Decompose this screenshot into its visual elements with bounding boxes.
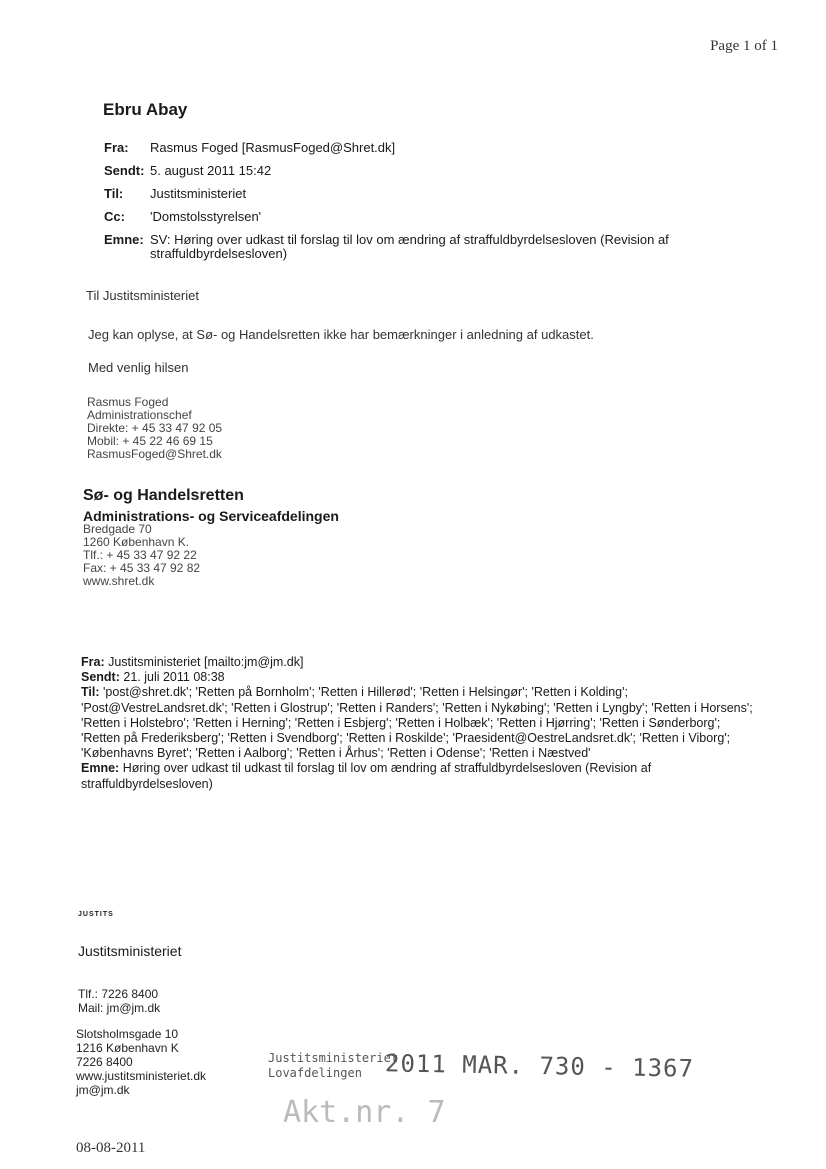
salutation: Til Justitsministeriet bbox=[86, 288, 199, 303]
fwd-to-label: Til: bbox=[81, 685, 100, 700]
stamp-department: Lovafdelingen bbox=[268, 1066, 362, 1080]
email-to-row bbox=[104, 186, 246, 201]
fwd-sent-row bbox=[81, 670, 761, 685]
org-city: 1260 København K. bbox=[83, 535, 190, 549]
page-header: Page 1 of 1 bbox=[710, 38, 778, 54]
fwd-to-value: 'post@shret.dk'; 'Retten på Bornholm'; 'Retten i Hillerød'; 'Retten i Helsingør'; 'Retten i Kolding'; 'Post@VestreLandsret.dk'; 'Retten i Glostrup'; 'Retten i Randers'; 'Retten i Nykøbing'; 'Retten i Lyngby'; 'Retten i Horsens'; 'Retten i Holstebro'; 'Retten i Herning'; 'Retten i Esbjerg'; 'Retten i Holbæk'; 'Retten i Hjørring'; 'Retten i Sønderborg'; 'Retten på Frederiksberg'; 'Retten i Svendborg'; 'Retten i Roskilde'; 'Praesident@OestreLandsret.dk'; 'Retten i Viborg'; 'Københavns Byret'; 'Retten i Aalborg'; 'Retten i Århus'; 'Retten i Odense'; 'Retten i Næstved' bbox=[81, 685, 753, 761]
cc-label: Cc: bbox=[104, 209, 125, 224]
fwd-subject-row bbox=[81, 761, 761, 791]
ministry-mail: Mail: jm@jm.dk bbox=[78, 1001, 161, 1015]
signature-name: Rasmus Foged bbox=[87, 395, 169, 409]
signature-direct: Direkte: + 45 33 47 92 05 bbox=[87, 421, 223, 435]
stamp-akt-nr: Akt.nr. 7 bbox=[283, 1095, 446, 1130]
ministry-contact bbox=[78, 987, 160, 1015]
sent-label: Sendt: bbox=[104, 163, 145, 178]
fwd-from-value: Justitsministeriet [mailto:jm@jm.dk] bbox=[108, 655, 304, 669]
ministry-name: Justitsministeriet bbox=[78, 943, 182, 959]
signature-mobile: Mobil: + 45 22 46 69 15 bbox=[87, 434, 213, 448]
from-value: Rasmus Foged [RasmusFoged@Shret.dk] bbox=[150, 140, 396, 155]
ministry-street: Slotsholmsgade 10 bbox=[76, 1027, 179, 1041]
ministry-phone-2: 7226 8400 bbox=[76, 1055, 133, 1069]
org-street: Bredgade 70 bbox=[83, 522, 152, 536]
fwd-subject-value: Høring over udkast til udkast til forslag til lov om ændring af straffuldbyrdelsesloven (Revision af straffuldbyrdelsesloven) bbox=[81, 761, 652, 791]
to-label: Til: bbox=[104, 186, 124, 201]
stamp-ministry: Justitsministeriet bbox=[268, 1051, 399, 1065]
ministry-phone: Tlf.: 7226 8400 bbox=[78, 987, 159, 1001]
forwarded-header bbox=[81, 655, 761, 792]
sent-value: 5. august 2011 15:42 bbox=[150, 163, 272, 178]
justits-logo: JUSTITS bbox=[78, 911, 114, 918]
ministry-address bbox=[76, 1027, 206, 1097]
fwd-subject-label: Emne: bbox=[81, 761, 120, 776]
org-address-block bbox=[83, 523, 200, 588]
body-text: Jeg kan oplyse, at Sø- og Handelsretten ikke har bemærkninger i anledning af udkastet. bbox=[88, 327, 594, 342]
fwd-to-row bbox=[81, 685, 761, 761]
ministry-email: jm@jm.dk bbox=[76, 1083, 130, 1097]
cc-value: 'Domstolsstyrelsen' bbox=[150, 209, 262, 224]
subject-label: Emne: bbox=[104, 232, 144, 247]
to-value: Justitsministeriet bbox=[150, 186, 247, 201]
email-subject-row bbox=[104, 233, 744, 261]
org-website: www.shret.dk bbox=[83, 574, 155, 588]
org-fax: Fax: + 45 33 47 92 82 bbox=[83, 561, 201, 575]
ministry-website: www.justitsministeriet.dk bbox=[76, 1069, 207, 1083]
signature-block bbox=[87, 396, 222, 461]
fwd-from-label: Fra: bbox=[81, 655, 105, 669]
org-department: Administrations- og Serviceafdelingen bbox=[83, 508, 339, 524]
org-name: Sø- og Handelsretten bbox=[83, 487, 244, 504]
stamp-number: 2011 MAR. 730 - 1367 bbox=[384, 1049, 695, 1083]
fwd-from-row bbox=[81, 655, 761, 670]
email-cc-row bbox=[104, 209, 261, 224]
email-from-row bbox=[104, 140, 395, 155]
fwd-sent-value: 21. juli 2011 08:38 bbox=[123, 670, 225, 685]
receipt-stamp bbox=[268, 1051, 398, 1081]
subject-value: SV: Høring over udkast til forslag til lov om ændring af straffuldbyrdelsesloven (Revision af straffuldbyrdelsesloven) bbox=[150, 232, 669, 261]
fwd-sent-label: Sendt: bbox=[81, 670, 120, 685]
mailbox-owner: Ebru Abay bbox=[103, 100, 188, 119]
org-phone: Tlf.: + 45 33 47 92 22 bbox=[83, 548, 197, 562]
footer-date: 08-08-2011 bbox=[76, 1140, 146, 1156]
signature-title: Administrationschef bbox=[87, 408, 192, 422]
signature-email: RasmusFoged@Shret.dk bbox=[87, 447, 222, 461]
ministry-city: 1216 København K bbox=[76, 1041, 179, 1055]
from-label: Fra: bbox=[104, 140, 129, 155]
closing: Med venlig hilsen bbox=[88, 360, 189, 375]
email-sent-row bbox=[104, 163, 271, 178]
